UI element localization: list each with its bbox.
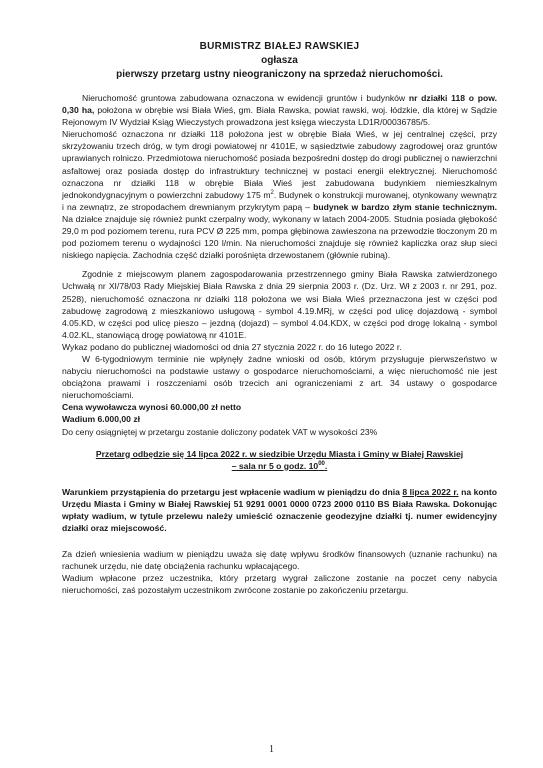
announces-word: ogłasza xyxy=(261,55,298,66)
condition-note: budynek w bardzo złym stanie technicznym. xyxy=(313,201,497,212)
property-paragraph: Nieruchomość gruntowa zabudowana oznaczona w ewidencji gruntów i budynków nr działki 118 o pow. 0,30 ha, położona w obrębie wsi Biała Wieś, gm. Biała Rawska, powiat rawski, woj. łódzkie, dla której w Sądzie Rejonowym IV Wydział Ksiąg Wieczystych prowadzona jest księga wieczysta LD1R/00036785/5. xyxy=(62,93,497,128)
zoning-paragraph: Zgodnie z miejscowym planem zagospodarowania przestrzennego gminy Biała Rawska zatwierdzonego Uchwałą nr XI/78/03 Rady Miejskiej Biała Rawska z dnia 29 sierpnia 2003 r. (Dz. Urz. Wł z 2003 r. nr 291, poz. 2528), nieruchomość oznaczona nr działki 118 położona we wsi Biała Wieś przeznaczona jest w części pod zabudowę zagrodową z mieszkaniowo usługową - symbol 4.19.MRj, w części pod ulicę dojazdową - symbol 4.05.KD, w części pod ulicę pieszo – jezdną (dojazd) – symbol 4.04.KDX, w części pod drogę lokalną - symbol 4.02.KL, stanowiącą drogę powiatową nr 4101E. xyxy=(62,269,497,340)
auction-room-line: – sala nr 5 o godz. $10^{00}$. xyxy=(231,460,328,471)
vat-note: Do ceny osiągniętej w przetargu zostanie doliczony podatek VAT w wysokości 23% xyxy=(62,426,378,437)
deposit-refund-paragraph: Wadium wpłacone przez uczestnika, który przetarg wygrał zaliczone zostanie na poczet ceny nabycia nieruchomości, zaś pozostałym uczestnikom zwrócone zostanie po zakończeniu przetargu. xyxy=(62,573,497,596)
deposit-deadline: 8 lipca 2022 r. xyxy=(402,486,459,497)
description-paragraph: Nieruchomość oznaczona nr działki 118 położona jest w obrębie Biała Wieś, w jej centralnej części, przy skrzyżowaniu trzech dróg, w tym drogi powiatowej nr 4101E, w sąsiedztwie zabudowy zagrodowej oraz gruntów uprawianych rolniczo. Przedmiotowa nieruchomość posiada bezpośredni dostęp do drogi publicznej o nawierzchni asfaltowej oraz posiada dostęp do infrastruktury technicznej w postaci energii elektrycznej. Nieruchomość oznaczona nr działki 118 w obrębie Biała Wieś jest zabudowana budynkiem niemieszkalnym jednokondygnacyjnym o powierzchni zabudowy 175 $m^2$. Budynek o konstrukcji murowanej, otynkowany wewnątrz i na zewnątrz, ze stropodachem drewnianym przykrytym papą – budynek w bardzo złym stanie technicznym. Na działce znajduje się również punkt czerpalny wody, wykonany w latach 2004-2005. Studnia posiada głębokość 29,0 m pod poziomem terenu, rura PCV Ø 225 mm, pompa głębinowa zawieszona na przewodzie tłoczonym 20 m pod poziomem terenu o wydajności 120 l/min. Na nieruchomości znajduje się również kapliczka oraz słup sieci niskiego napięcia. Zachodnia część działki porośnięta drzewostanem (głównie rubiną). xyxy=(62,129,497,261)
plot-number-area: nr działki 118 o pow. 0,30 ha, xyxy=(62,93,497,116)
conditions-paragraph: Warunkiem przystąpienia do przetargu jest wpłacenie wadium w pieniądzu do dnia 8 lipca 2022 r. na konto Urzędu Miasta i Gminy w Białej Rawskiej 51 9291 0001 0000 0723 2000 0110 BS Biała Rawska. Dokonując wpłaty wadium, w tytule przelewu należy umieścić oznaczenie geodezyjne działki tj. numer ewidencyjny działki oraz miejscowość. xyxy=(62,486,497,534)
auction-date-line: Przetarg odbędzie się 14 lipca 2022 r. w siedzibie Urzędu Miasta i Gminy w Białej Rawskiej xyxy=(95,448,464,459)
asking-price: Cena wywoławcza wynosi 60.000,00 zł netto xyxy=(62,402,242,413)
deposit-amount: Wadium 6.000,00 zł xyxy=(62,414,141,425)
publication-paragraph: Wykaz podano do publicznej wiadomości od dnia 27 stycznia 2022 r. do 16 lutego 2022 r. xyxy=(62,341,402,352)
page-number: 1 xyxy=(269,744,274,755)
announcement-subtitle: pierwszy przetarg ustny nieograniczony na sprzedaż nieruchomości. xyxy=(116,69,443,80)
announcer-title: BURMISTRZ BIAŁEJ RAWSKIEJ xyxy=(199,41,360,52)
deposit-date-paragraph: Za dzień wniesienia wadium w pieniądzu uważa się datę wpływu środków finansowych (uznanie rachunku) na rachunek urzędu, nie datę obciążenia rachunku wpłacającego. xyxy=(62,549,497,572)
document-body xyxy=(62,92,497,597)
priority-paragraph: W 6-tygodniowym terminie nie wpłynęły żadne wnioski od osób, którym przysługuje pierwszeństwo w nabyciu nieruchomości na podstawie ustawy o gospodarce nieruchomościami, a więc nieruchomość nie jest obciążona prawami i roszczeniami osób trzecich ani ograniczeniami z art. 34 ustawy o gospodarce nieruchomościami. xyxy=(62,353,497,401)
